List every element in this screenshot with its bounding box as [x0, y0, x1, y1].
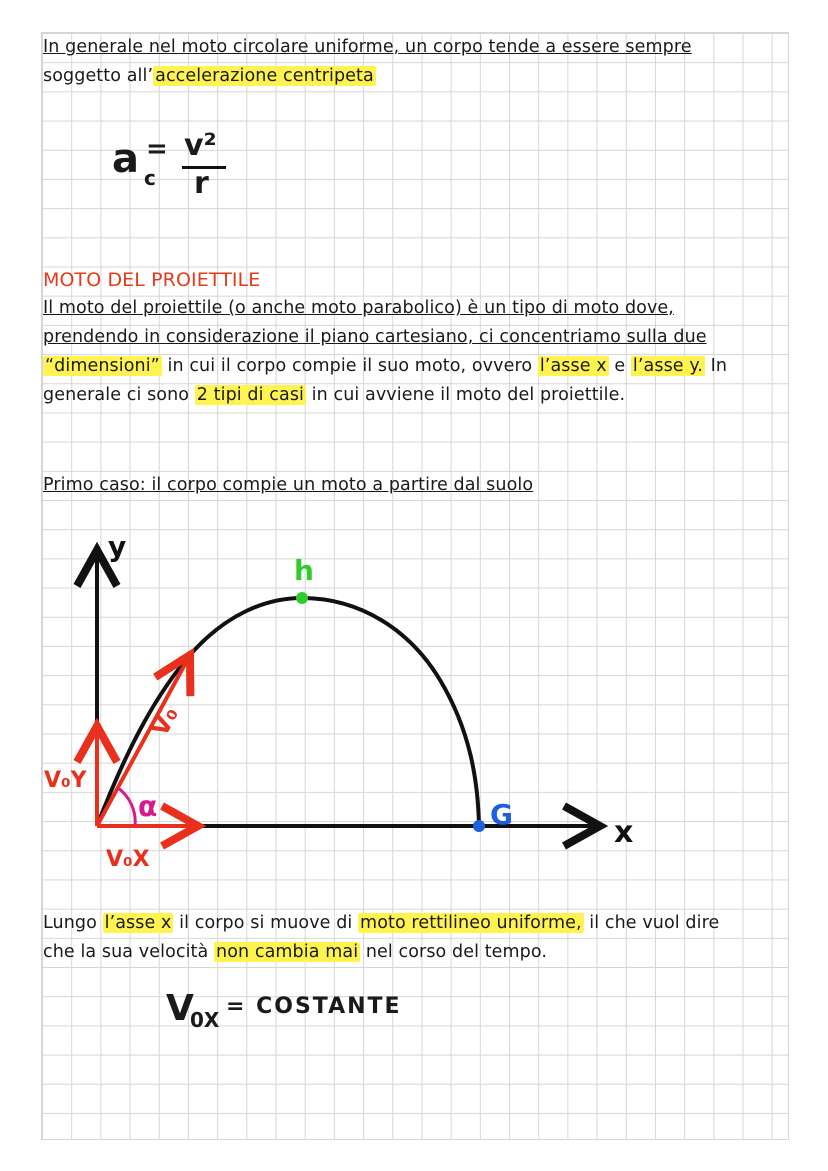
mru-text-1c: il che vuol dire — [583, 913, 720, 933]
intro-text-2: soggetto all’ — [43, 66, 154, 86]
highlight-asse-x-2: l’asse x — [104, 913, 172, 933]
formula-numerator: v² — [184, 128, 217, 163]
mru-line-1 — [43, 909, 719, 938]
angle-arc — [118, 788, 135, 826]
case1-text: Primo caso: il corpo compie un moto a partire dal suolo — [43, 475, 534, 495]
v0y-label: V₀Y — [44, 768, 87, 793]
highlight-asse-y: l’asse y. — [632, 356, 703, 376]
section-text-4b: in cui avviene il moto del proiettile. — [306, 385, 626, 405]
v0-label: V₀ — [145, 701, 184, 741]
highlight-accelerazione: accelerazione centripeta — [155, 66, 374, 86]
range-point — [473, 820, 485, 832]
vox-main: V — [166, 988, 194, 1029]
section-text-1: Il moto del proiettile (o anche moto parabolico) è un tipo di moto dove, — [43, 298, 674, 318]
highlight-dimensioni: “dimensioni” — [45, 356, 160, 376]
section-text-3a: in cui il corpo compie il suo moto, ovvero — [161, 356, 538, 376]
highlight-mru: moto rettilineo uniforme, — [360, 913, 582, 933]
section-text-4a: generale ci sono — [43, 385, 195, 405]
mru-text-2a: che la sua velocità — [43, 942, 215, 962]
highlight-2-tipi: 2 tipi di casi — [196, 385, 304, 405]
vox-sub: 0X — [190, 1008, 220, 1032]
vox-rhs: = COSTANTE — [226, 994, 402, 1019]
mru-text-2b: nel corso del tempo. — [360, 942, 548, 962]
formula-lhs-a: a — [112, 136, 139, 182]
angle-label: α — [138, 790, 158, 823]
mru-text-1a: Lungo — [43, 913, 103, 933]
formula-lhs-sub: c — [144, 166, 156, 190]
section-title: MOTO DEL PROIETTILE — [43, 269, 261, 291]
mru-line-2 — [43, 938, 547, 967]
section-text-3b: e — [608, 356, 631, 376]
intro-text-1: In generale nel moto circolare uniforme, un corpo tende a essere sempre — [43, 37, 692, 57]
highlight-non-cambia: non cambia mai — [216, 942, 359, 962]
peak-label: h — [294, 554, 314, 587]
formula-denominator: r — [194, 166, 209, 201]
section-text-2: prendendo in considerazione il piano cartesiano, ci concentriamo sulla due — [43, 327, 707, 347]
peak-point — [296, 592, 308, 604]
section-text-3c: In — [704, 356, 728, 376]
formula-equals: = — [146, 134, 168, 164]
highlight-asse-x: l’asse x — [539, 356, 607, 376]
mru-text-1b: il corpo si muove di — [173, 913, 359, 933]
range-label: G — [490, 798, 513, 831]
v0x-label: V₀X — [106, 847, 150, 872]
formula-vox — [166, 988, 426, 1048]
y-axis-label: y — [108, 530, 127, 563]
x-axis-label: x — [614, 815, 634, 850]
